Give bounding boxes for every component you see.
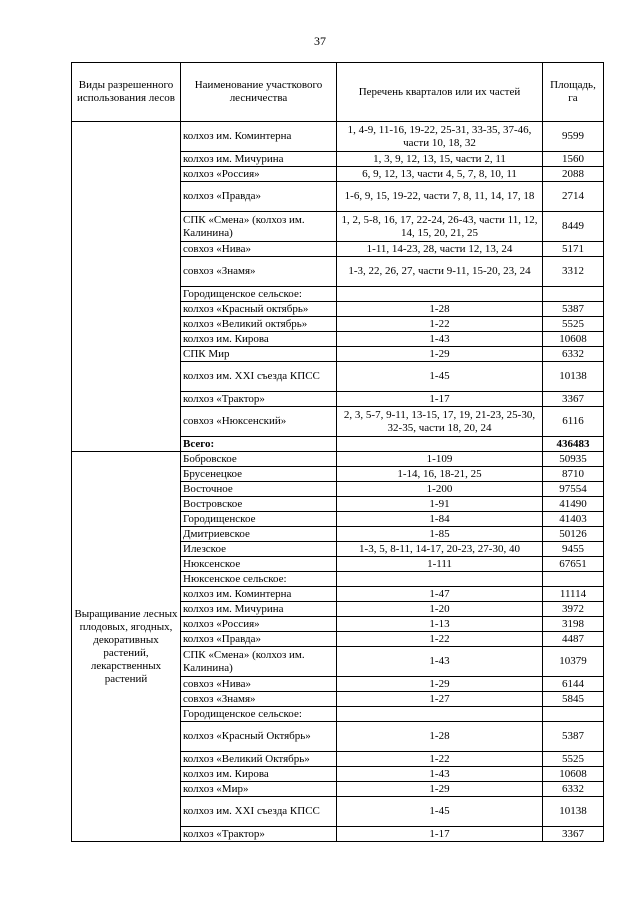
quarters-cell: 1-47 xyxy=(337,587,543,602)
header-forestry-name: Наименование участкового лесничества xyxy=(181,63,337,122)
quarters-cell: 1-84 xyxy=(337,512,543,527)
quarters-cell: 1-28 xyxy=(337,722,543,752)
quarters-cell xyxy=(337,707,543,722)
area-cell: 3367 xyxy=(543,392,604,407)
quarters-cell xyxy=(337,572,543,587)
header-use-type: Виды разрешенного использования лесов xyxy=(72,63,181,122)
area-cell: 2088 xyxy=(543,167,604,182)
forestry-name-cell: совхоз «Нива» xyxy=(181,242,337,257)
quarters-cell: 1-29 xyxy=(337,677,543,692)
forestry-name-cell: колхоз «Красный октябрь» xyxy=(181,302,337,317)
forestry-name-cell: совхоз «Нива» xyxy=(181,677,337,692)
forestry-name-cell: Брусенецкое xyxy=(181,467,337,482)
table-row xyxy=(72,122,604,152)
area-cell: 41490 xyxy=(543,497,604,512)
area-cell: 4487 xyxy=(543,632,604,647)
forestry-name-cell: Городищенское сельское: xyxy=(181,707,337,722)
forestry-name-cell: колхоз им. Мичурина xyxy=(181,602,337,617)
area-cell: 2714 xyxy=(543,182,604,212)
forestry-name-cell: Городищенское xyxy=(181,512,337,527)
area-cell: 50126 xyxy=(543,527,604,542)
forestry-name-cell: Нюксенское сельское: xyxy=(181,572,337,587)
forestry-name-cell: колхоз им. Кирова xyxy=(181,767,337,782)
area-cell: 8449 xyxy=(543,212,604,242)
forestry-name-cell: совхоз «Знамя» xyxy=(181,257,337,287)
area-cell: 11114 xyxy=(543,587,604,602)
area-cell xyxy=(543,572,604,587)
quarters-cell: 1-11, 14-23, 28, части 12, 13, 24 xyxy=(337,242,543,257)
forestry-name-cell: колхоз «Россия» xyxy=(181,167,337,182)
quarters-cell: 1-3, 22, 26, 27, части 9-11, 15-20, 23, 24 xyxy=(337,257,543,287)
area-cell: 6144 xyxy=(543,677,604,692)
area-cell: 5525 xyxy=(543,317,604,332)
quarters-cell: 1-45 xyxy=(337,362,543,392)
forestry-name-cell: СПК «Смена» (колхоз им. Калинина) xyxy=(181,212,337,242)
area-cell: 10138 xyxy=(543,362,604,392)
quarters-cell: 1-22 xyxy=(337,752,543,767)
use-type-cell: Выращивание лесных плодовых, ягодных, декоративных растений, лекарственных растений xyxy=(72,452,181,842)
total-label: Всего: xyxy=(181,437,337,452)
forestry-name-cell: Востровское xyxy=(181,497,337,512)
area-cell: 6116 xyxy=(543,407,604,437)
forestry-name-cell: колхоз «Трактор» xyxy=(181,827,337,842)
quarters-cell: 1, 3, 9, 12, 13, 15, части 2, 11 xyxy=(337,152,543,167)
quarters-cell: 1-22 xyxy=(337,632,543,647)
forestry-name-cell: колхоз им. Мичурина xyxy=(181,152,337,167)
quarters-cell: 1-3, 5, 8-11, 14-17, 20-23, 27-30, 40 xyxy=(337,542,543,557)
area-cell: 5387 xyxy=(543,722,604,752)
quarters-cell: 1-111 xyxy=(337,557,543,572)
forestry-name-cell: Восточное xyxy=(181,482,337,497)
area-cell: 6332 xyxy=(543,782,604,797)
header-quarters: Перечень кварталов или их частей xyxy=(337,63,543,122)
quarters-cell: 6, 9, 12, 13, части 4, 5, 7, 8, 10, 11 xyxy=(337,167,543,182)
total-quarters-cell xyxy=(337,437,543,452)
area-cell: 9455 xyxy=(543,542,604,557)
quarters-cell: 1-20 xyxy=(337,602,543,617)
area-cell: 67651 xyxy=(543,557,604,572)
area-cell: 3312 xyxy=(543,257,604,287)
forestry-name-cell: колхоз им. XXI съезда КПСС xyxy=(181,797,337,827)
forestry-name-cell: совхоз «Знамя» xyxy=(181,692,337,707)
quarters-cell: 1-43 xyxy=(337,647,543,677)
area-cell: 1560 xyxy=(543,152,604,167)
area-cell: 10138 xyxy=(543,797,604,827)
area-cell: 3198 xyxy=(543,617,604,632)
quarters-cell: 1-17 xyxy=(337,827,543,842)
forestry-name-cell: Дмитриевское xyxy=(181,527,337,542)
use-type-cell-continued xyxy=(72,122,181,452)
quarters-cell: 1-43 xyxy=(337,767,543,782)
area-cell: 10608 xyxy=(543,767,604,782)
area-cell: 5387 xyxy=(543,302,604,317)
forestry-name-cell: колхоз «Великий Октябрь» xyxy=(181,752,337,767)
quarters-cell: 1-109 xyxy=(337,452,543,467)
area-cell xyxy=(543,287,604,302)
forestry-name-cell: колхоз им. Кирова xyxy=(181,332,337,347)
forestry-name-cell: колхоз «Правда» xyxy=(181,632,337,647)
quarters-cell: 1-45 xyxy=(337,797,543,827)
forestry-name-cell: колхоз им. XXI съезда КПСС xyxy=(181,362,337,392)
quarters-cell: 1-27 xyxy=(337,692,543,707)
forestry-name-cell: Илезское xyxy=(181,542,337,557)
forestry-name-cell: СПК «Смена» (колхоз им. Калинина) xyxy=(181,647,337,677)
quarters-cell: 1-29 xyxy=(337,347,543,362)
quarters-cell: 1-17 xyxy=(337,392,543,407)
area-cell: 5171 xyxy=(543,242,604,257)
forestry-name-cell: колхоз «Великий октябрь» xyxy=(181,317,337,332)
forestry-name-cell: Городищенское сельское: xyxy=(181,287,337,302)
quarters-cell: 1-29 xyxy=(337,782,543,797)
forestry-name-cell: колхоз «Правда» xyxy=(181,182,337,212)
quarters-cell: 1-200 xyxy=(337,482,543,497)
quarters-cell: 1-43 xyxy=(337,332,543,347)
header-area: Площадь, га xyxy=(543,63,604,122)
area-cell: 3972 xyxy=(543,602,604,617)
forestry-name-cell: Нюксенское xyxy=(181,557,337,572)
quarters-cell xyxy=(337,287,543,302)
quarters-cell: 1-85 xyxy=(337,527,543,542)
quarters-cell: 1-13 xyxy=(337,617,543,632)
area-cell: 9599 xyxy=(543,122,604,152)
forestry-name-cell: колхоз «Красный Октябрь» xyxy=(181,722,337,752)
forestry-name-cell: колхоз «Россия» xyxy=(181,617,337,632)
area-cell: 50935 xyxy=(543,452,604,467)
forestry-name-cell: колхоз им. Коминтерна xyxy=(181,122,337,152)
forestry-name-cell: совхоз «Нюксенский» xyxy=(181,407,337,437)
quarters-cell: 1, 2, 5-8, 16, 17, 22-24, 26-43, части 11, 12, 14, 15, 20, 21, 25 xyxy=(337,212,543,242)
forestry-name-cell: колхоз «Мир» xyxy=(181,782,337,797)
forestry-name-cell: СПК Мир xyxy=(181,347,337,362)
area-cell: 41403 xyxy=(543,512,604,527)
area-cell: 6332 xyxy=(543,347,604,362)
table-header-row xyxy=(72,63,604,122)
total-area: 436483 xyxy=(543,437,604,452)
quarters-cell: 1, 4-9, 11-16, 19-22, 25-31, 33-35, 37-46, части 10, 18, 32 xyxy=(337,122,543,152)
forestry-name-cell: колхоз им. Коминтерна xyxy=(181,587,337,602)
table-row xyxy=(72,452,604,467)
forestry-name-cell: колхоз «Трактор» xyxy=(181,392,337,407)
area-cell: 3367 xyxy=(543,827,604,842)
area-cell: 5525 xyxy=(543,752,604,767)
quarters-cell: 1-14, 16, 18-21, 25 xyxy=(337,467,543,482)
area-cell: 5845 xyxy=(543,692,604,707)
area-cell xyxy=(543,707,604,722)
quarters-cell: 1-22 xyxy=(337,317,543,332)
area-cell: 97554 xyxy=(543,482,604,497)
area-cell: 10379 xyxy=(543,647,604,677)
quarters-cell: 1-6, 9, 15, 19-22, части 7, 8, 11, 14, 17, 18 xyxy=(337,182,543,212)
forest-use-table xyxy=(71,62,604,842)
page-number: 37 xyxy=(314,34,326,48)
quarters-cell: 2, 3, 5-7, 9-11, 13-15, 17, 19, 21-23, 25-30, 32-35, части 18, 20, 24 xyxy=(337,407,543,437)
area-cell: 10608 xyxy=(543,332,604,347)
quarters-cell: 1-28 xyxy=(337,302,543,317)
table-body xyxy=(72,122,604,842)
forestry-name-cell: Бобровское xyxy=(181,452,337,467)
area-cell: 8710 xyxy=(543,467,604,482)
quarters-cell: 1-91 xyxy=(337,497,543,512)
